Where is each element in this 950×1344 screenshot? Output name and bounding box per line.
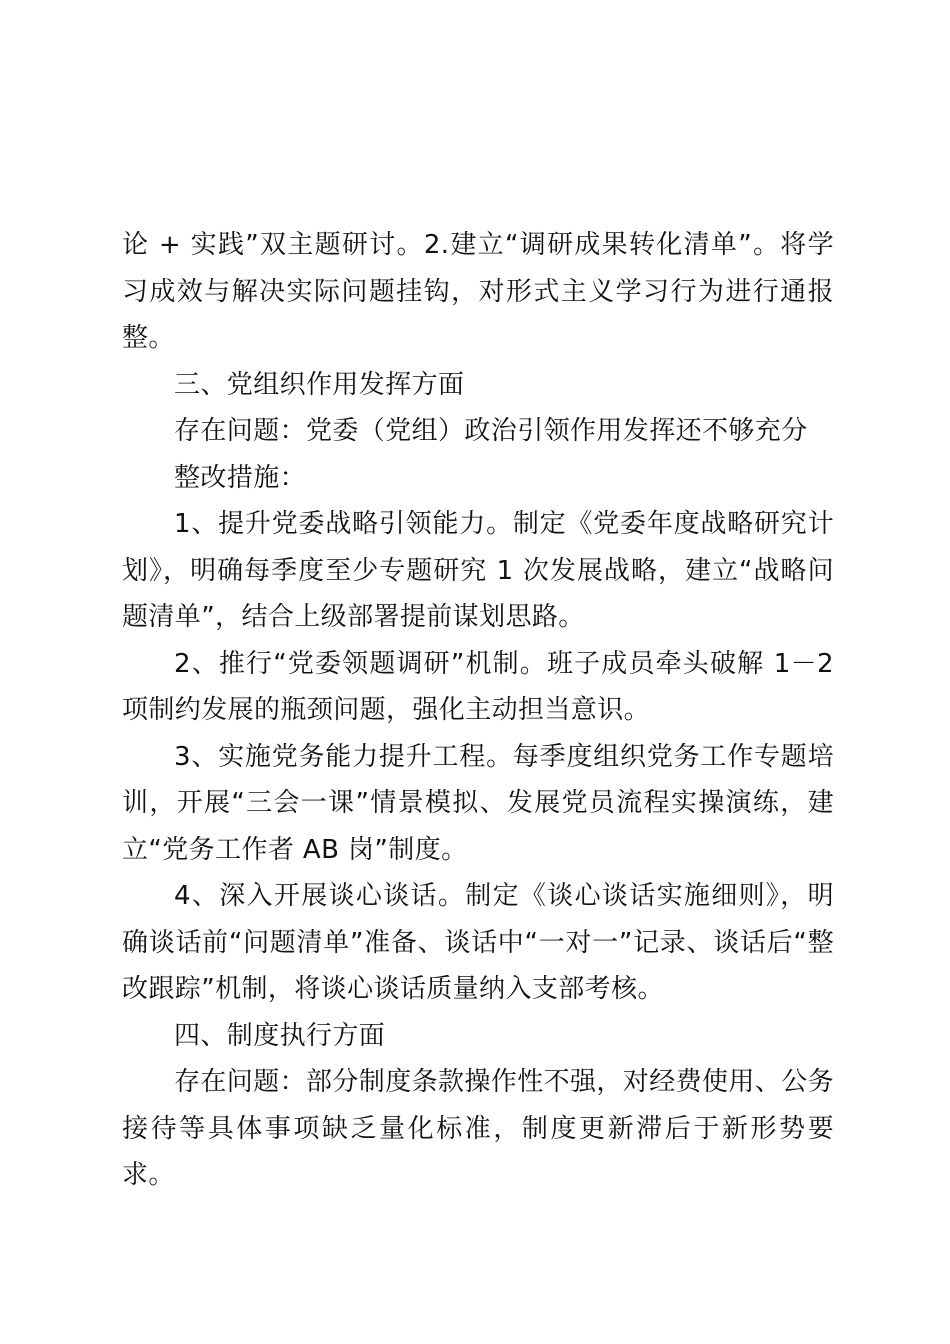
section-heading-4: 四、制度执行方面 bbox=[174, 1020, 386, 1051]
measure-item-2: 2、推行“党委领题调研”机制。班子成员牵头破解 1－2 项制约发展的瓶颈问题，强化主动担当意识。 bbox=[122, 648, 834, 725]
measure-item-3: 3、实施党务能力提升工程。每季度组织党务工作专题培训，开展“三会一课”情景模拟、发展党员流程实操演练，建立“党务工作者 AB 岗”制度。 bbox=[122, 741, 834, 865]
problem-statement-3: 存在问题：党委（党组）政治引领作用发挥还不够充分 bbox=[174, 416, 808, 446]
problem-statement-4: 存在问题：部分制度条款操作性不强，对经费使用、公务接待等具体事项缺乏量化标准，制度更新滞后于新形势要求。 bbox=[122, 1067, 835, 1190]
document-body bbox=[122, 222, 834, 1199]
paragraph-continuation: 论 + 实践”双主题研讨。2.建立“调研成果转化清单”。将学习成效与解决实际问题挂钩，对形式主义学习行为进行通报整。 bbox=[122, 230, 834, 353]
measure-item-4: 4、深入开展谈心谈话。制定《谈心谈话实施细则》，明确谈话前“问题清单”准备、谈话中“一对一”记录、谈话后“整改跟踪”机制，将谈心谈话质量纳入支部考核。 bbox=[122, 881, 834, 1004]
section-heading-3: 三、党组织作用发挥方面 bbox=[174, 369, 465, 400]
measure-item-1: 1、提升党委战略引领能力。制定《党委年度战略研究计划》，明确每季度至少专题研究 1 次发展战略，建立“战略问题清单”，结合上级部署提前谋划思路。 bbox=[122, 509, 834, 632]
measures-label-3: 整改措施： bbox=[174, 462, 307, 493]
